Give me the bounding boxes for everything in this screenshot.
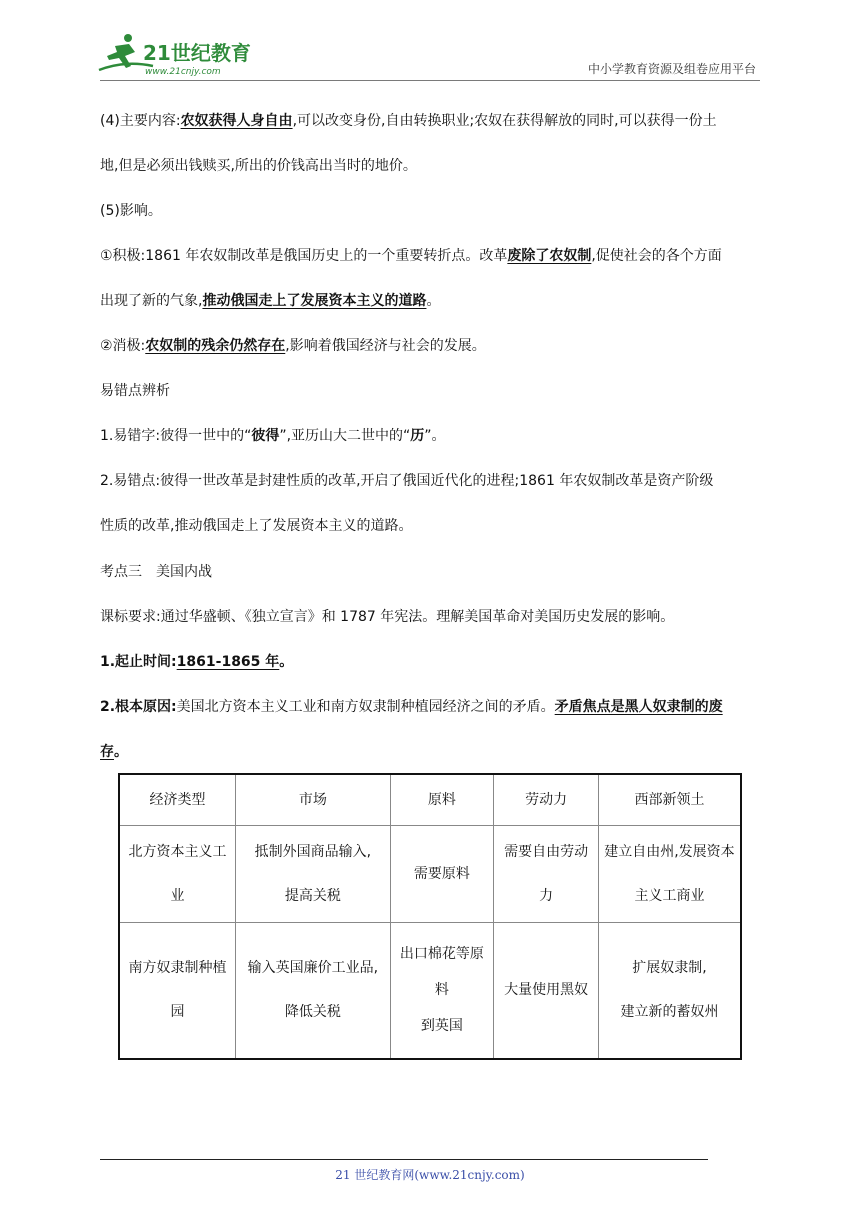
- para-negative: ②消极:农奴制的残余仍然存在,影响着俄国经济与社会的发展。: [100, 338, 486, 354]
- table-row-south: [119, 923, 741, 1059]
- para-impact: (5)影响。: [100, 203, 162, 219]
- table-row-north: [119, 826, 741, 923]
- para-time-span: 1.起止时间:1861-1865 年。: [100, 654, 294, 670]
- column-header: 西部新领土: [598, 774, 741, 826]
- curriculum-requirement: 课标要求:通过华盛顿、《独立宣言》和 1787 年宪法。理解美国革命对美国历史发展的影响。: [100, 609, 675, 625]
- table-cell: 出口棉花等原 料 到英国: [390, 923, 494, 1059]
- para-root-cause-cont: 存。: [100, 744, 128, 760]
- para-root-cause: 2.根本原因:美国北方资本主义工业和南方奴隶制种植园经济之间的矛盾。矛盾焦点是黑人奴隶制的废: [100, 699, 723, 715]
- column-header: 原料: [390, 774, 494, 826]
- key-point: 存: [100, 744, 114, 760]
- table-cell: 南方奴隶制种植 园: [119, 923, 236, 1059]
- column-header: 市场: [236, 774, 390, 826]
- table-header-row: [119, 774, 741, 826]
- page-header: [0, 0, 860, 80]
- para-main-content-cont: 地,但是必须出钱赎买,所出的价钱高出当时的地价。: [100, 158, 417, 174]
- key-point: 农奴获得人身自由: [180, 113, 293, 129]
- site-logo: [95, 30, 265, 80]
- table-cell: 大量使用黑奴: [494, 923, 599, 1059]
- key-point: 农奴制的残余仍然存在: [145, 338, 286, 354]
- para-main-content: (4)主要内容:农奴获得人身自由,可以改变身份,自由转换职业;农奴在获得解放的同时,可以获得一份土: [100, 113, 717, 129]
- key-point: 矛盾焦点是黑人奴隶制的废: [554, 699, 723, 715]
- table-cell: 北方资本主义工 业: [119, 826, 236, 923]
- key-point: 1861-1865 年: [176, 654, 280, 670]
- footer-divider: [100, 1159, 708, 1160]
- para-positive: ①积极:1861 年农奴制改革是俄国历史上的一个重要转折点。改革废除了农奴制,促使社会的各个方面: [100, 248, 722, 264]
- footer-link[interactable]: 21 世纪教育网(www.21cnjy.com): [335, 1168, 525, 1182]
- para-error-2: 2.易错点:彼得一世改革是封建性质的改革,开启了俄国近代化的进程;1861 年农奴制改革是资产阶级: [100, 473, 714, 489]
- table-cell: 需要自由劳动 力: [494, 826, 599, 923]
- section-heading: 考点三 美国内战: [100, 564, 212, 580]
- table-cell: 需要原料: [390, 826, 494, 923]
- table-cell: 扩展奴隶制, 建立新的蓄奴州: [598, 923, 741, 1059]
- column-header: 劳动力: [494, 774, 599, 826]
- section-error-title: 易错点辨析: [100, 383, 170, 399]
- table-cell: 建立自由州,发展资本 主义工商业: [598, 826, 741, 923]
- para-positive-cont: 出现了新的气象,推动俄国走上了发展资本主义的道路。: [100, 293, 441, 309]
- logo-text: 21世纪教育: [143, 41, 251, 65]
- para-error-2-cont: 性质的改革,推动俄国走上了发展资本主义的道路。: [100, 518, 413, 534]
- table-cell: 输入英国廉价工业品, 降低关税: [236, 923, 390, 1059]
- para-error-1: 1.易错字:彼得一世中的“彼得”,亚历山大二世中的“历”。: [100, 428, 446, 444]
- economy-comparison-table: [118, 773, 742, 1060]
- header-divider: [100, 80, 760, 81]
- logo-url: www.21cnjy.com: [145, 67, 221, 77]
- key-point: 推动俄国走上了发展资本主义的道路: [202, 293, 427, 309]
- key-point: 废除了农奴制: [507, 248, 592, 264]
- column-header: 经济类型: [119, 774, 236, 826]
- platform-name: 中小学教育资源及组卷应用平台: [587, 62, 756, 76]
- table-cell: 抵制外国商品输入, 提高关税: [236, 826, 390, 923]
